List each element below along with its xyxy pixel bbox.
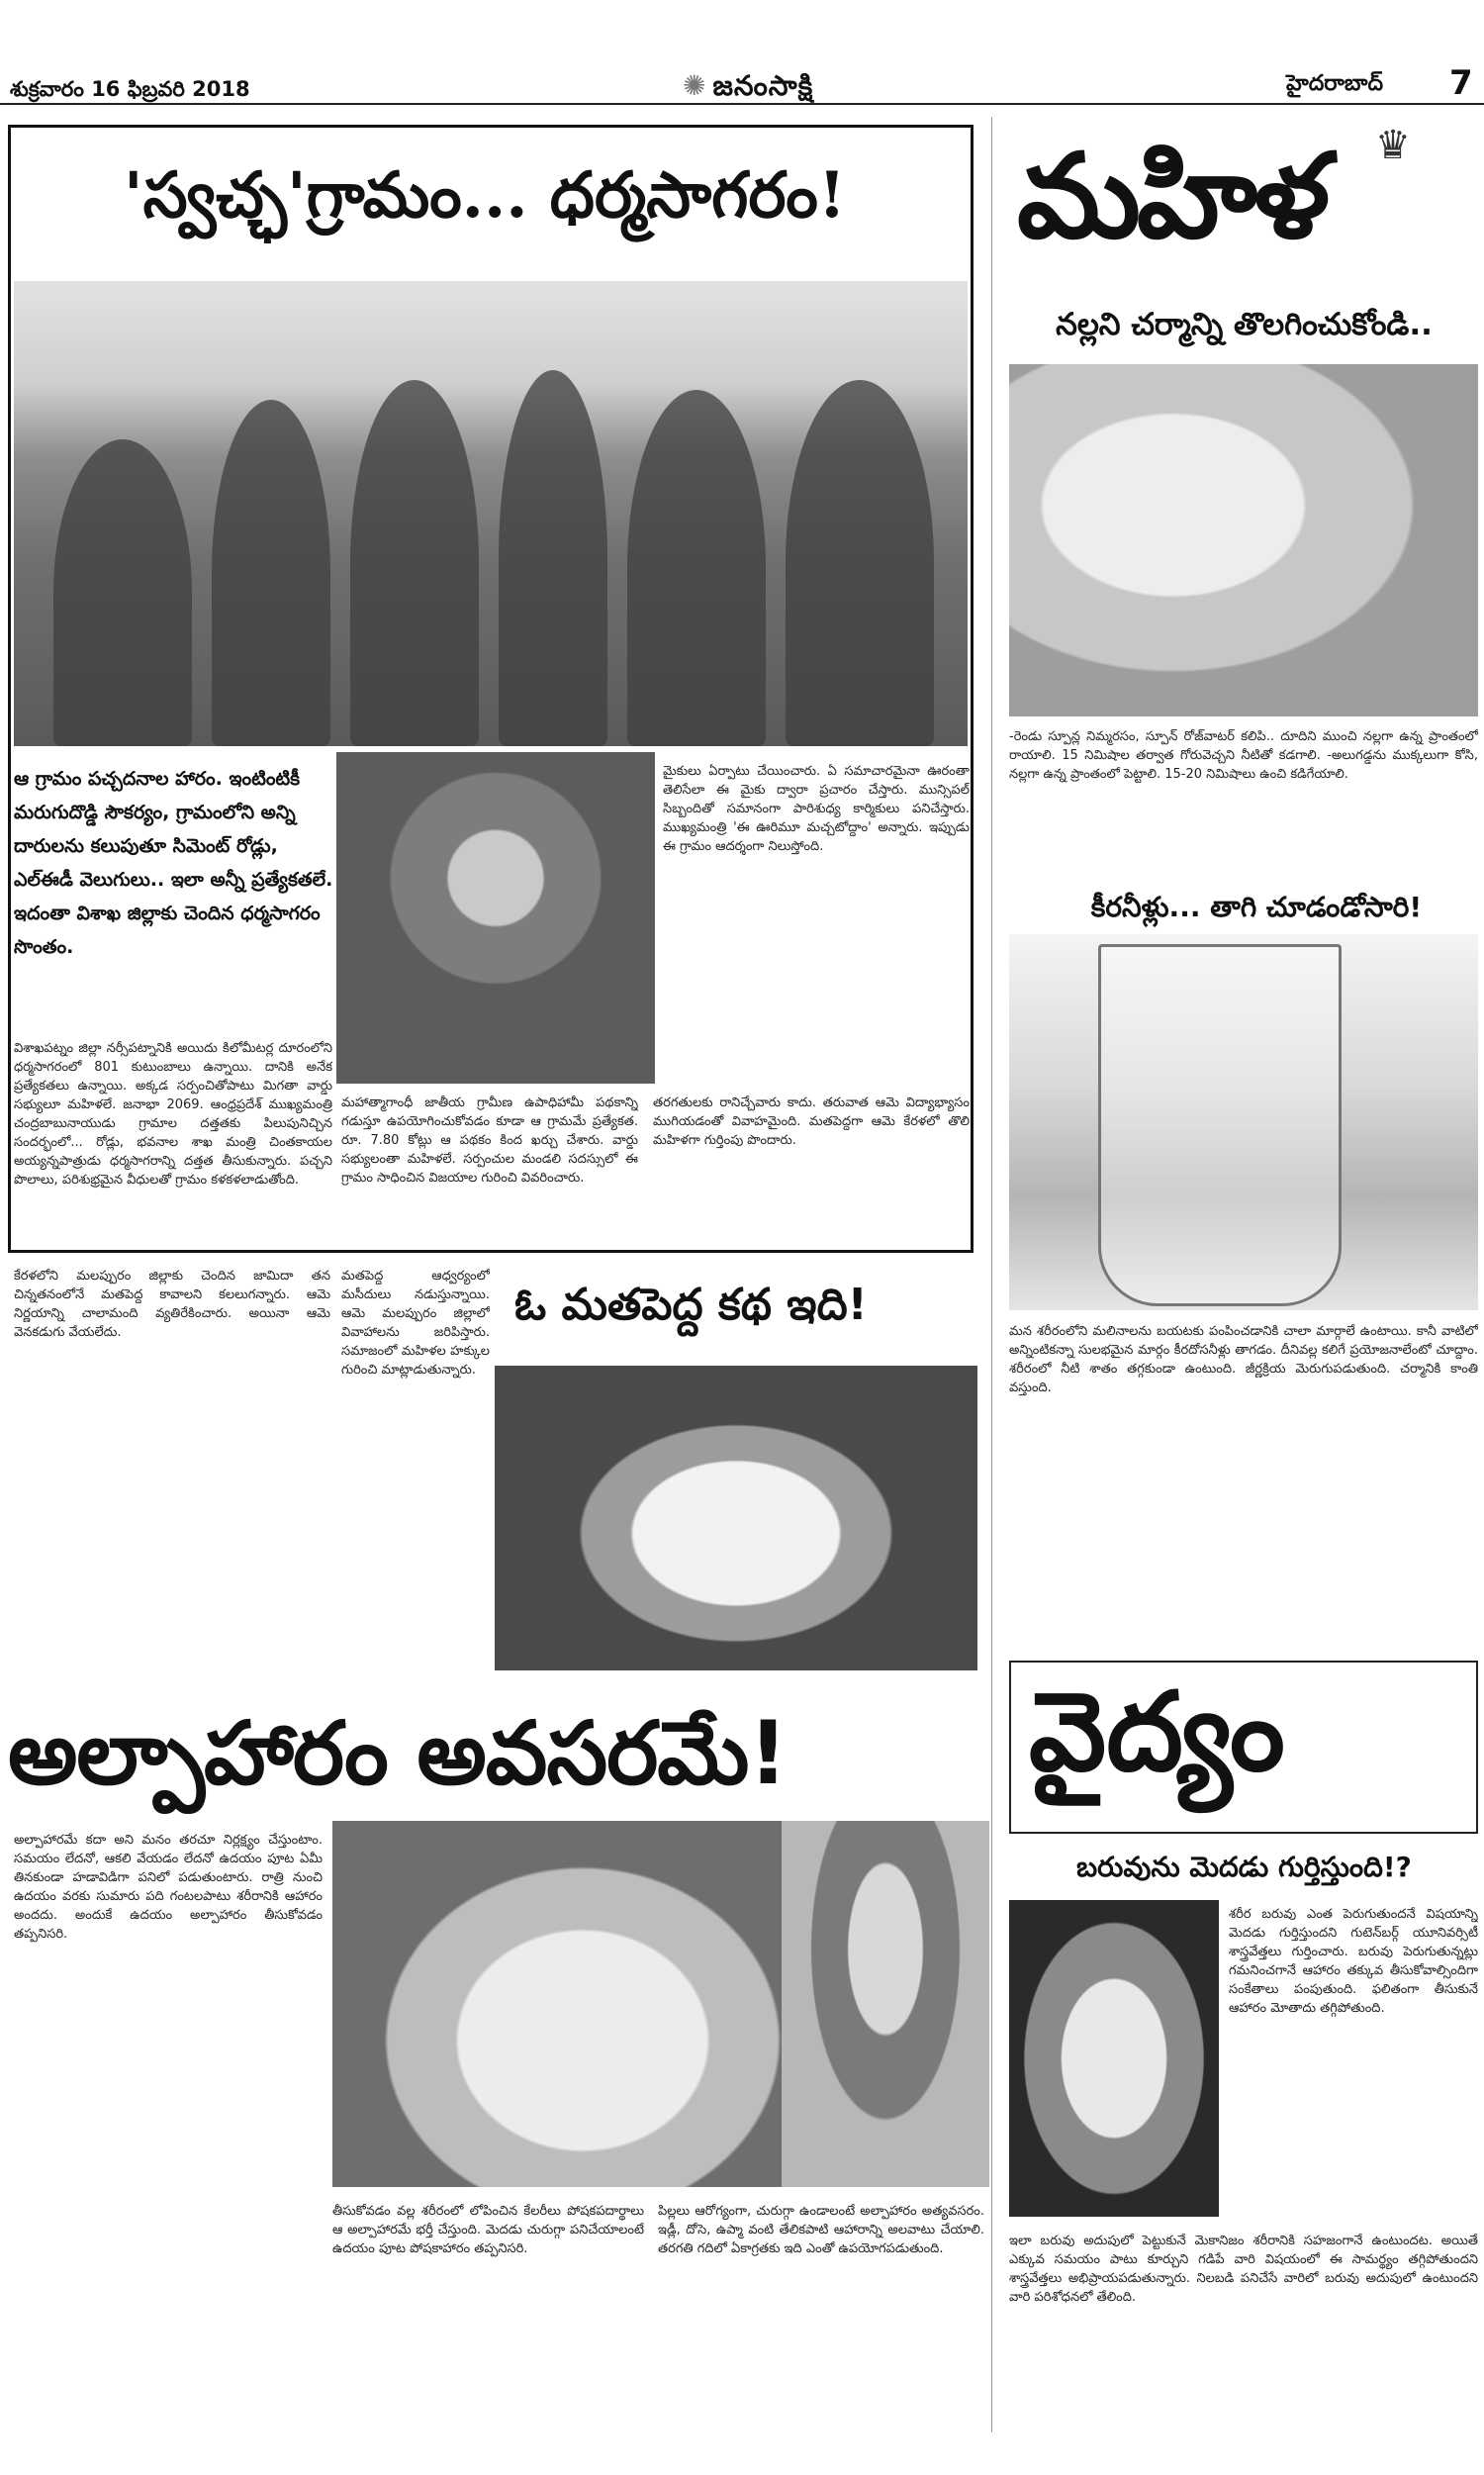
edition-city: హైదరాబాద్	[1286, 71, 1383, 96]
column-divider	[991, 117, 992, 2432]
vaidyam-photo-brain	[1009, 1900, 1219, 2217]
story1-lede: ఆ గ్రామం పచ్చదనాల హారం. ఇంటింటికీ మరుగుదొడ్డి సౌకర్యం, గ్రామంలోని అన్ని దారులను కలుపుతూ సిమెంట్ రోడ్లు, ఎల్ఈడీ వెలుగులు.. ఇలా అన్నీ ప్రత్యేకతలే. ఇదంతా విశాఖ జిల్లాకు చెందిన ధర్మసాగరం సొంతం.	[14, 768, 333, 958]
story1-column-a: విశాఖపట్నం జిల్లా నర్సీపట్నానికి అయిదు కిలోమీటర్ల దూరంలోని ధర్మసాగరంలో 801 కుటుంబాలు ఉన్నాయి. దానికి అనేక ప్రత్యేకతలు ఉన్నాయి. అక్కడ సర్పంచితోపాటు మిగతా వార్డు సభ్యులూ మహిళలే. జనాభా 2069. ఆంధ్రప్రదేశ్ ముఖ్యమంత్రి చంద్రబాబునాయుడు గ్రామాల దత్తతకు పిలుపునిచ్చిన సందర్భంలో... రోడ్లు, భవనాల శాఖ మంత్రి చింతకాయల అయ్యన్నపాత్రుడు ధర్మసాగరాన్ని దత్తత తీసుకున్నారు. పచ్చని పొలాలు, పరిశుభ్రమైన వీధులతో గ్రామం కళకళలాడుతోంది.	[14, 1041, 332, 1188]
mahila-text-1: -రెండు స్పూన్ల నిమ్మరసం, స్పూన్ రోజ్‌వాటర్ కలిపి.. దూదిని ముంచి నల్లగా ఉన్న ప్రాంతంలో రాయాలి. 15 నిమిషాల తర్వాత గోరువెచ్చని నీటితో కడగాలి. -అలుగడ్డను ముక్కలుగా కోసి, నల్లగా ఉన్న ప్రాంతంలో పెట్టాలి. 15-20 నిమిషాలు ఉంచి కడిగేయాలి.	[1009, 729, 1478, 782]
logo-emblem-icon: ✺	[683, 69, 707, 102]
story3-headline: అల్పాహారం అవసరమే!	[8, 1702, 788, 1804]
story3-photo-woman-eating	[782, 1821, 989, 2187]
story1-column-b: మైకులు ఏర్పాటు చేయించారు. ఏ సమాచారమైనా ఊరంతా తెలిసేలా ఈ మైకు ద్వారా ప్రచారం చేస్తారు. మున్సిపల్ సిబ్బందితో సమానంగా పారిశుధ్య కార్మికులు పనిచేస్తారు. ముఖ్యమంత్రి 'ఈ ఊరిమూ మచ్చటోద్దాం' అన్నారు. ఇప్పుడు ఈ గ్రామం ఆదర్శంగా నిలుస్తోంది.	[663, 764, 970, 854]
vaidyam-text-1: శరీర బరువు ఎంత పెరుగుతుందనే విషయాన్ని మెదడు గుర్తిస్తుందని గుటెన్‌బర్గ్ యూనివర్సిటీ శాస్త్రవేత్తలు గుర్తించారు. బరువు పెరుగుతున్నట్లు గమనించగానే ఆహారం తక్కువ తీసుకోవాల్సిందిగా సంకేతాలు పంపుతుంది. ఫలితంగా తీసుకునే ఆహారం మోతాదు తగ్గిపోతుంది.	[1229, 1907, 1478, 2016]
story2-column-c: కేరళలోని మలప్పురం జిల్లాకు చెందిన జామిదా తన చిన్నతనంలోనే మతపెద్ద కావాలని కలలుగన్నారు. ఆమె నిర్ణయాన్ని చాలామంది వ్యతిరేకించారు. అయినా ఆమె వెనకడుగు వేయలేదు.	[14, 1269, 330, 1340]
story2-column-b: మతపెద్ద ఆధ్వర్యంలో మసీదులు నడుస్తున్నాయి. ఆమె మలప్పురం జిల్లాలో వివాహాలను జరిపిస్తారు. సమాజంలో మహిళల హక్కుల గురించి మాట్లాడుతున్నారు.	[341, 1269, 490, 1378]
mahila-masthead: మహిళ	[1017, 127, 1327, 264]
logo-text: జనంసాక్షి	[712, 69, 814, 102]
mahila-text-2: మన శరీరంలోని మలినాలను బయటకు పంపించడానికి చాలా మార్గాలే ఉంటాయి. కానీ వాటిలో అన్నింటికన్నా సులభమైన మార్గం కీరదోసనీళ్లు తాగడం. దీనివల్ల కలిగే ప్రయోజనాలేంటో చూద్దాం. శరీరంలో నీటి శాతం తగ్గకుండా ఉంటుంది. జీర్ణక్రియ మెరుగుపడుతుంది. చర్మానికి కాంతి వస్తుంది.	[1009, 1324, 1478, 1395]
crown-icon: ♛	[1375, 123, 1411, 168]
issue-date: శుక్రవారం 16 ఫిబ్రవరి 2018	[10, 77, 250, 101]
story1-photo-villagers	[14, 281, 968, 746]
story3-column-b: తీసుకోవడం వల్ల శరీరంలో లోపించిన కేలరీలు పోషకపదార్థాలు ఆ అల్పాహారమే భర్తీ చేస్తుంది. మెదడు చురుగ్గా పనిచేయాలంటే ఉదయం పూట పోషకాహారం తప్పనిసరి.	[332, 2204, 644, 2256]
story1-headline: 'స్వచ్ఛ'గ్రామం... ధర్మసాగరం!	[124, 158, 846, 233]
story2-photo-cleric	[495, 1366, 977, 1670]
vaidyam-subhead: బరువును మెదడు గుర్తిస్తుంది!?	[1076, 1851, 1412, 1883]
mahila-subhead-1: నల్లని చర్మాన్ని తొలగించుకోండి..	[1056, 307, 1433, 342]
page-number: 7	[1449, 63, 1473, 103]
header-divider	[0, 103, 1484, 105]
story3-column-a: అల్పాహారమే కదా అని మనం తరచూ నిర్లక్ష్యం చేస్తుంటాం. సమయం లేదనో, ఆకలి వేయడం లేదనో ఉదయం పూట ఏమీ తినకుండా హడావిడిగా పనిలో పడుతుంటారు. రాత్రి నుంచి ఉదయం వరకు సుమారు పది గంటలపాటు శరీరానికి ఆహారం అందదు. అందుకే ఉదయం అల్పాహారం తీసుకోవడం తప్పనిసరి.	[14, 1833, 323, 1942]
mahila-subhead-2: కీరనీళ్లు... తాగి చూడండోసారి!	[1090, 891, 1423, 923]
mahila-photo-cucumber-water	[1009, 934, 1478, 1310]
mahila-photo-face-mask	[1009, 364, 1478, 716]
story1-column-c: మహాత్మాగాంధీ జాతీయ గ్రామీణ ఉపాధిహామీ పథకాన్ని గడుస్తూ ఉపయోగించుకోవడం కూడా ఆ గ్రామమే ప్రత్యేకత. రూ. 7.80 కోట్లు ఆ పథకం కింద ఖర్చు చేశారు. వార్డు సభ్యులంతా మహిళలే. సర్పంచుల మండలి సదస్సులో ఈ గ్రామం సాధించిన విజయాల గురించి వివరించారు.	[341, 1095, 638, 1186]
story3-photo-idli	[332, 1821, 788, 2187]
vaidyam-masthead: వైద్యం	[1029, 1667, 1285, 1795]
story1-photo-sarpanch	[336, 752, 655, 1084]
story2-column-a: తరగతులకు రానిచ్చేవారు కాదు. తరువాత ఆమె విద్యాభ్యాసం ముగియడంతో వివాహమైంది. మతపెద్దగా ఆమె కేరళలో తొలి మహిళగా గుర్తింపు పొందారు.	[653, 1095, 970, 1148]
story3-column-c: పిల్లలు ఆరోగ్యంగా, చురుగ్గా ఉండాలంటే అల్పాహారం అత్యవసరం. ఇడ్లీ, దోసె, ఉప్మా వంటి తేలికపాటి ఆహారాన్ని అలవాటు చేయాలి. తరగతి గదిలో ఏకాగ్రతకు ఇది ఎంతో ఉపయోగపడుతుంది.	[658, 2204, 984, 2256]
story2-headline: ఓ మతపెద్ద కథ ఇది!	[514, 1280, 868, 1330]
vaidyam-text-2: ఇలా బరువు అదుపులో పెట్టుకునే మెకానిజం శరీరానికి సహజంగానే ఉంటుందట. అయితే ఎక్కువ సమయం పాటు కూర్చుని గడిపే వారి విషయంలో ఈ సామర్థ్యం తగ్గిపోతుందని శాస్త్రవేత్తలు అభిప్రాయపడుతున్నారు. నిలబడి పనిచేసే వారిలో బరువు అదుపులో ఉంటుందని వారి పరిశోధనలో తేలింది.	[1009, 2234, 1478, 2305]
glass-icon	[1098, 944, 1342, 1306]
